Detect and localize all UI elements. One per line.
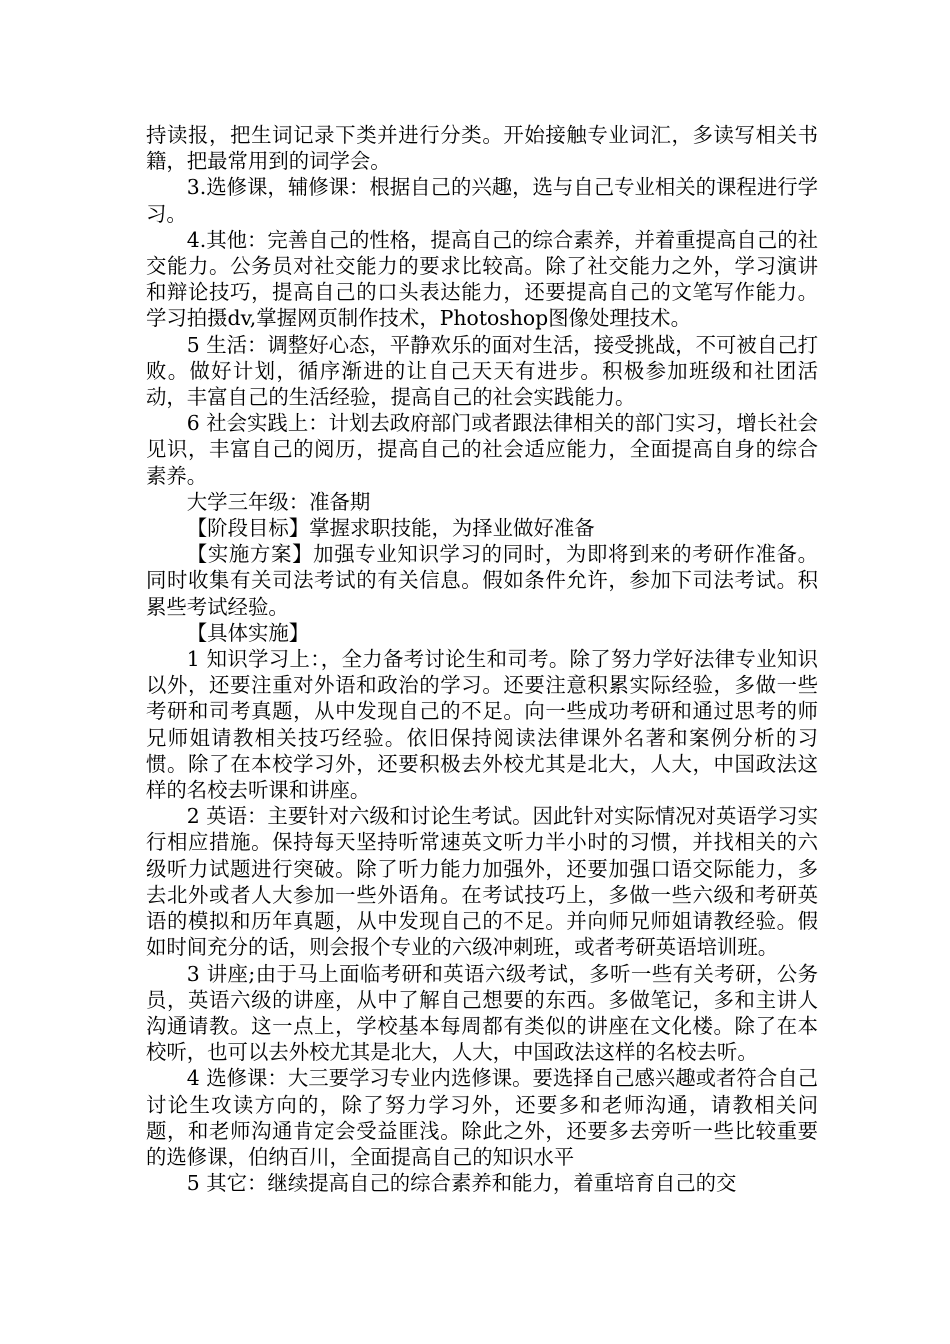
paragraph-3: 4.其他：完善自己的性格，提高自己的综合素养，并着重提高自己的社交能力。公务员对社交能力的要求比较高。除了社交能力之外，学习演讲和辩论技巧，提高自己的口头表达能力，还要提高自己的文笔写作能力。学习拍摄dv,掌握网页制作技术，Photoshop图像处理技术。 [146,227,818,331]
paragraph-4: 5 生活：调整好心态，平静欢乐的面对生活，接受挑战，不可被自己打败。做好计划，循序渐进的让自己天天有进步。积极参加班级和社团活动，丰富自己的生活经验，提高自己的社会实践能力。 [146,332,818,410]
paragraph-5: 6 社会实践上：计划去政府部门或者跟法律相关的部门实习，增长社会见识，丰富自己的阅历，提高自己的社会适应能力，全面提高自身的综合素养。 [146,411,818,488]
specific-implementation-heading: 【具体实施】 [186,620,310,645]
paragraph-1: 持读报，把生词记录下类并进行分类。开始接触专业词汇，多读写相关书籍，把最常用到的词学会。 [146,123,818,174]
stage-goal: 【阶段目标】掌握求职技能，为择业做好准备 [186,516,595,541]
paragraph-knowledge: 1 知识学习上：，全力备考讨论生和司考。除了努力学好法律专业知识以外，还要注重对外语和政治的学习。还要注意积累实际经验，多做一些考研和司考真题，从中发现自己的不足。向一些成功考研和通过思考的师兄师姐请教相关技巧经验。依旧保持阅读法律课外名著和案例分析的习惯。除了在本校学习外，还要积极去外校尤其是北大，人大，中国政法这样的名校去听课和讲座。 [146,647,818,803]
document-page [146,122,818,1196]
paragraph-2: 3.选修课，辅修课：根据自己的兴趣，选与自己专业相关的课程进行学习。 [146,175,818,226]
paragraph-electives: 4 选修课：大三要学习专业内选修课。要选择自己感兴趣或者符合自己讨论生攻读方向的，除了努力学习外，还要多和老师沟通，请教相关问题，和老师沟通肯定会受益匪浅。除此之外，还要多去旁听一些比较重要的选修课，伯纳百川，全面提高自己的知识水平 [146,1066,818,1169]
paragraph-other: 5 其它：继续提高自己的综合素养和能力，着重培育自己的交 [186,1171,737,1196]
section-heading: 大学三年级：准备期 [186,489,371,514]
implementation-plan: 【实施方案】加强专业知识学习的同时，为即将到来的考研作准备。同时收集有关司法考试的有关信息。假如条件允许，参加下司法考试。积累些考试经验。 [146,542,818,619]
paragraph-lectures: 3 讲座;由于马上面临考研和英语六级考试，多听一些有关考研，公务员，英语六级的讲座，从中了解自己想要的东西。多做笔记，多和主讲人沟通请教。这一点上，学校基本每周都有类似的讲座在文化楼。除了在本校听，也可以去外校尤其是北大，人大，中国政法这样的名校去听。 [146,961,818,1065]
paragraph-english: 2 英语：主要针对六级和讨论生考试。因此针对实际情况对英语学习实行相应措施。保持每天坚持听常速英文听力半小时的习惯，并找相关的六级听力试题进行突破。除了听力能力加强外，还要加强口语交际能力，多去北外或者人大参加一些外语角。在考试技巧上，多做一些六级和考研英语的模拟和历年真题，从中发现自己的不足。并向师兄师姐请教经验。假如时间充分的话，则会报个专业的六级冲刺班，或者考研英语培训班。 [146,804,818,960]
